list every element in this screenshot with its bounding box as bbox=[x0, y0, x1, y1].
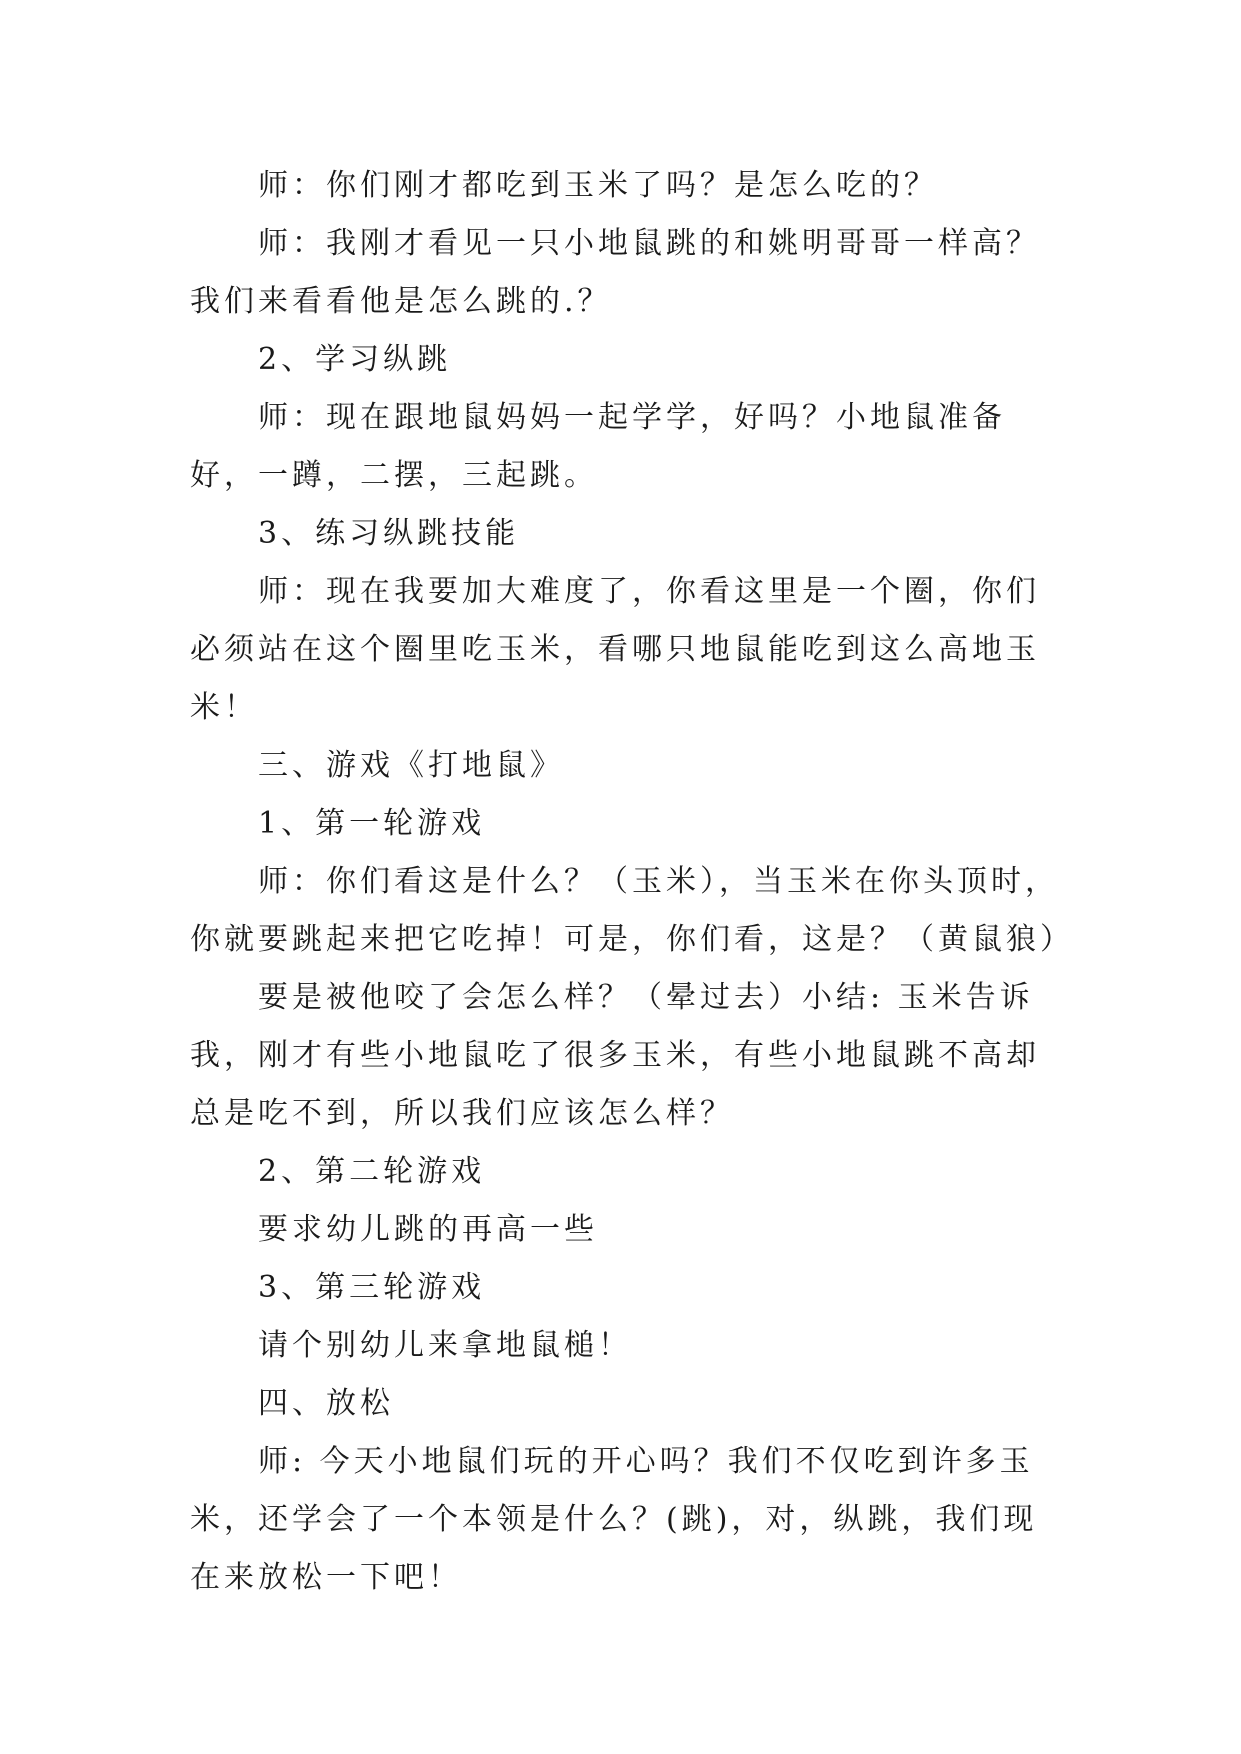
section-heading-2: 2、学习纵跳 bbox=[258, 342, 452, 377]
paragraph-2: 师：我刚才看见一只小地鼠跳的和姚明哥哥一样高？我们来看看他是怎么跳的.？ bbox=[190, 226, 1040, 319]
section-heading-relax: 四、放松 bbox=[258, 1386, 394, 1421]
paragraph-6: 要是被他咬了会怎么样？（晕过去）小结: 玉米告诉我，刚才有些小地鼠吃了很多玉米，有些小地鼠跳不高却总是吃不到，所以我们应该怎么样？ bbox=[190, 980, 1040, 1131]
subheading-round-2: 2、第二轮游戏 bbox=[258, 1154, 486, 1189]
subheading-round-3: 3、第三轮游戏 bbox=[258, 1270, 486, 1305]
paragraph-1: 师：你们刚才都吃到玉米了吗？是怎么吃的？ bbox=[258, 168, 938, 203]
paragraph-7: 要求幼儿跳的再高一些 bbox=[258, 1212, 598, 1247]
paragraph-5: 师：你们看这是什么？（玉米），当玉米在你头顶时，你就要跳起来把它吃掉！可是，你们看，这是？（黄鼠狼） bbox=[190, 864, 1074, 957]
document-body bbox=[190, 157, 1074, 1607]
paragraph-3: 师：现在跟地鼠妈妈一起学学，好吗？小地鼠准备好，一蹲，二摆，三起跳。 bbox=[190, 400, 1006, 493]
paragraph-4: 师：现在我要加大难度了，你看这里是一个圈，你们必须站在这个圈里吃玉米，看哪只地鼠能吃到这么高地玉米！ bbox=[190, 574, 1040, 725]
subheading-round-1: 1、第一轮游戏 bbox=[258, 806, 486, 841]
section-heading-game: 三、游戏《打地鼠》 bbox=[258, 748, 564, 783]
paragraph-9: 师: 今天小地鼠们玩的开心吗？我们不仅吃到许多玉米，还学会了一个本领是什么？(跳)，对，纵跳，我们现在来放松一下吧！ bbox=[190, 1444, 1038, 1595]
paragraph-8: 请个别幼儿来拿地鼠槌！ bbox=[258, 1328, 632, 1363]
section-heading-3: 3、练习纵跳技能 bbox=[258, 516, 520, 551]
